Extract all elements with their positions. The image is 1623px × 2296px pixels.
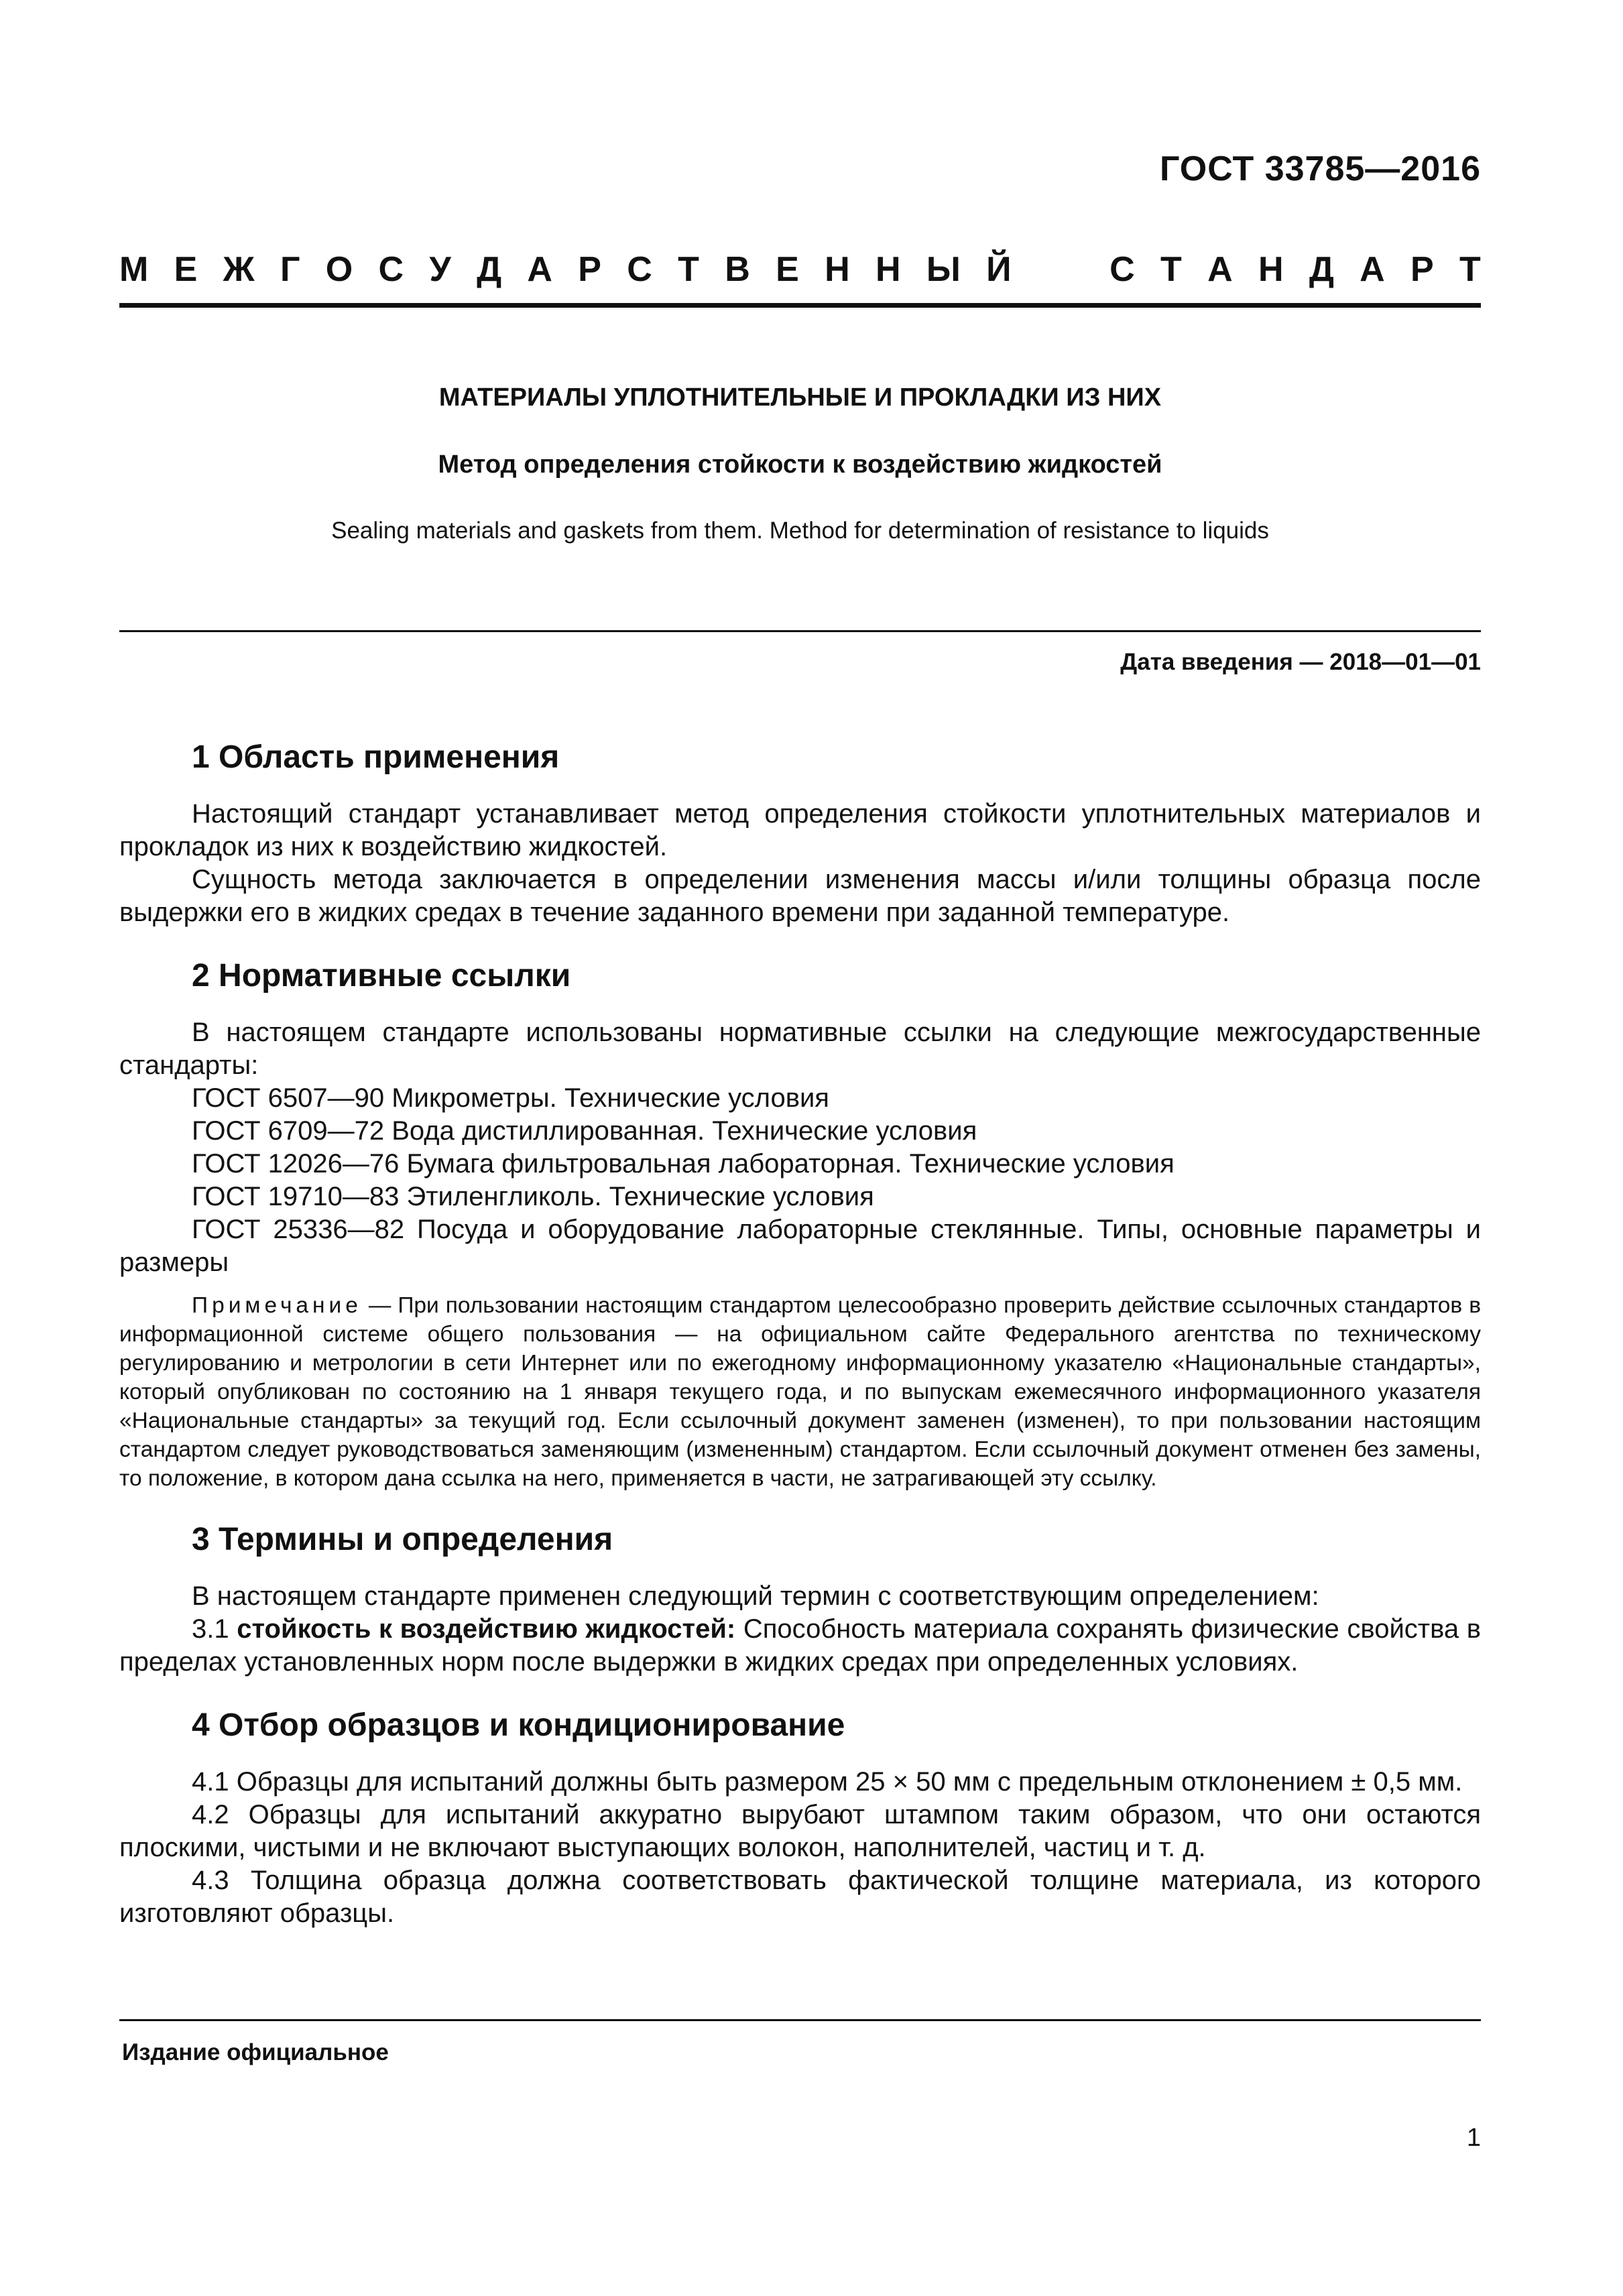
banner-letter: Т <box>678 250 699 289</box>
reference-item: ГОСТ 6709—72 Вода дистиллированная. Технические условия <box>192 1116 977 1146</box>
banner-letter: Е <box>776 250 799 289</box>
banner-letter: О <box>325 250 353 289</box>
banner-letter: Р <box>578 250 601 289</box>
banner-letter: Н <box>1258 250 1284 289</box>
banner-letter: С <box>1109 250 1135 289</box>
banner-letter: Ы <box>926 250 961 289</box>
section-terms <box>119 1520 1481 1679</box>
banner-letter: Й <box>986 250 1012 289</box>
banner-letter: Т <box>1160 250 1182 289</box>
banner-letter: В <box>725 250 750 289</box>
term: стойкость к воздействию жидкостей: <box>237 1614 736 1644</box>
banner-letter: Р <box>1410 250 1434 289</box>
section-sampling <box>119 1705 1481 1930</box>
paragraph: В настоящем стандарте применен следующий термин с соответствующим определением: <box>192 1581 1319 1611</box>
paragraph: 4.1 Образцы для испытаний должны быть размером 25 × 50 мм с предельным отклонением ± 0,5 мм. <box>192 1767 1463 1797</box>
header-rule <box>119 303 1481 308</box>
note-text: — При пользовании настоящим стандартом целесообразно проверить действие ссылочных стандартов в информационной системе общего пользования — на официальном сайте Федерального агентства по техническому регулированию и метрологии в сети Интернет или по ежегодному информационному указателю «Национальные стандарты», который опубликован по состоянию на 1 января текущего года, и по выпускам ежемесячного информационного указателя «Национальные стандарты» за текущий год. Если ссылочный документ заменен (изменен), то при пользовании настоящим стандартом следует руководствоваться заменяющим (измененным) стандартом. Если ссылочный документ отменен без замены, то положение, в котором дана ссылка на него, применяется в части, не затрагивающей эту ссылку. <box>119 1293 1481 1491</box>
banner-letter: А <box>527 250 552 289</box>
section-heading: 2 Нормативные ссылки <box>192 958 571 993</box>
standard-banner <box>119 249 1481 290</box>
document-title: МАТЕРИАЛЫ УПЛОТНИТЕЛЬНЫЕ И ПРОКЛАДКИ ИЗ НИХ <box>438 383 1162 412</box>
edition-label: Издание официальное <box>122 2039 389 2065</box>
banner-letter: Ж <box>223 250 255 289</box>
section-scope <box>119 737 1481 929</box>
banner-letter: М <box>119 250 149 289</box>
document-body <box>119 737 1481 1957</box>
banner-letter: Е <box>174 250 198 289</box>
term-definition <box>119 1613 1481 1679</box>
reference-item: ГОСТ 25336—82 Посуда и оборудование лабораторные стеклянные. Типы, основные параметры и размеры <box>119 1215 1481 1277</box>
english-title: Sealing materials and gaskets from them. Method for determination of resistance to liquids <box>331 518 1269 544</box>
banner-letter: А <box>1360 250 1385 289</box>
banner-letter: Н <box>825 250 850 289</box>
banner-letter: С <box>378 250 404 289</box>
footer-rule <box>119 2019 1481 2021</box>
banner-gap <box>1037 249 1084 290</box>
document-subtitle: Метод определения стойкости к воздействию жидкостей <box>438 450 1162 479</box>
page-number: 1 <box>1466 2124 1481 2152</box>
section-heading: 4 Отбор образцов и кондиционирование <box>192 1707 845 1743</box>
banner-letter: Д <box>1309 250 1334 289</box>
paragraph: Настоящий стандарт устанавливает метод определения стойкости уплотнительных материалов и прокладок из них к воздействию жидкостей. <box>119 799 1481 861</box>
banner-letter: С <box>627 250 652 289</box>
section-normative-references <box>119 956 1481 1493</box>
reference-item: ГОСТ 12026—76 Бумага фильтровальная лабораторная. Технические условия <box>192 1149 1175 1179</box>
introduction-date: Дата введения — 2018—01—01 <box>1120 649 1481 675</box>
note-label: Примечание <box>192 1293 362 1318</box>
section-heading: 3 Термины и определения <box>192 1522 613 1557</box>
banner-letter: А <box>1207 250 1233 289</box>
section-heading: 1 Область применения <box>192 739 560 775</box>
note <box>119 1291 1481 1493</box>
banner-letter: Д <box>477 250 502 289</box>
reference-item: ГОСТ 19710—83 Этиленгликоль. Технические условия <box>192 1182 874 1211</box>
banner-letter: Н <box>876 250 901 289</box>
paragraph: 4.2 Образцы для испытаний аккуратно вырубают штампом таким образом, что они остаются плоскими, чистыми и не включают выступающих волокон, наполнителей, частиц и т. д. <box>119 1800 1481 1862</box>
paragraph: В настоящем стандарте использованы нормативные ссылки на следующие межгосударственные стандарты: <box>119 1018 1481 1080</box>
paragraph: 4.3 Толщина образца должна соответствовать фактической толщине материала, из которого изготовляют образцы. <box>119 1866 1481 1928</box>
definition: Способность материала сохранять физические свойства в пределах установленных норм после выдержки в жидких средах при определенных условиях. <box>119 1614 1482 1677</box>
reference-item: ГОСТ 6507—90 Микрометры. Технические условия <box>192 1083 829 1113</box>
gost-number: ГОСТ 33785—2016 <box>1160 149 1481 188</box>
banner-letter: Г <box>280 250 300 289</box>
banner-letter: У <box>429 250 451 289</box>
paragraph: Сущность метода заключается в определении изменения массы и/или толщины образца после выдержки его в жидких средах в течение заданного времени при заданной температуре. <box>119 865 1481 927</box>
term-number: 3.1 <box>192 1614 237 1644</box>
banner-letter: Т <box>1459 250 1481 289</box>
title-rule <box>119 630 1481 632</box>
